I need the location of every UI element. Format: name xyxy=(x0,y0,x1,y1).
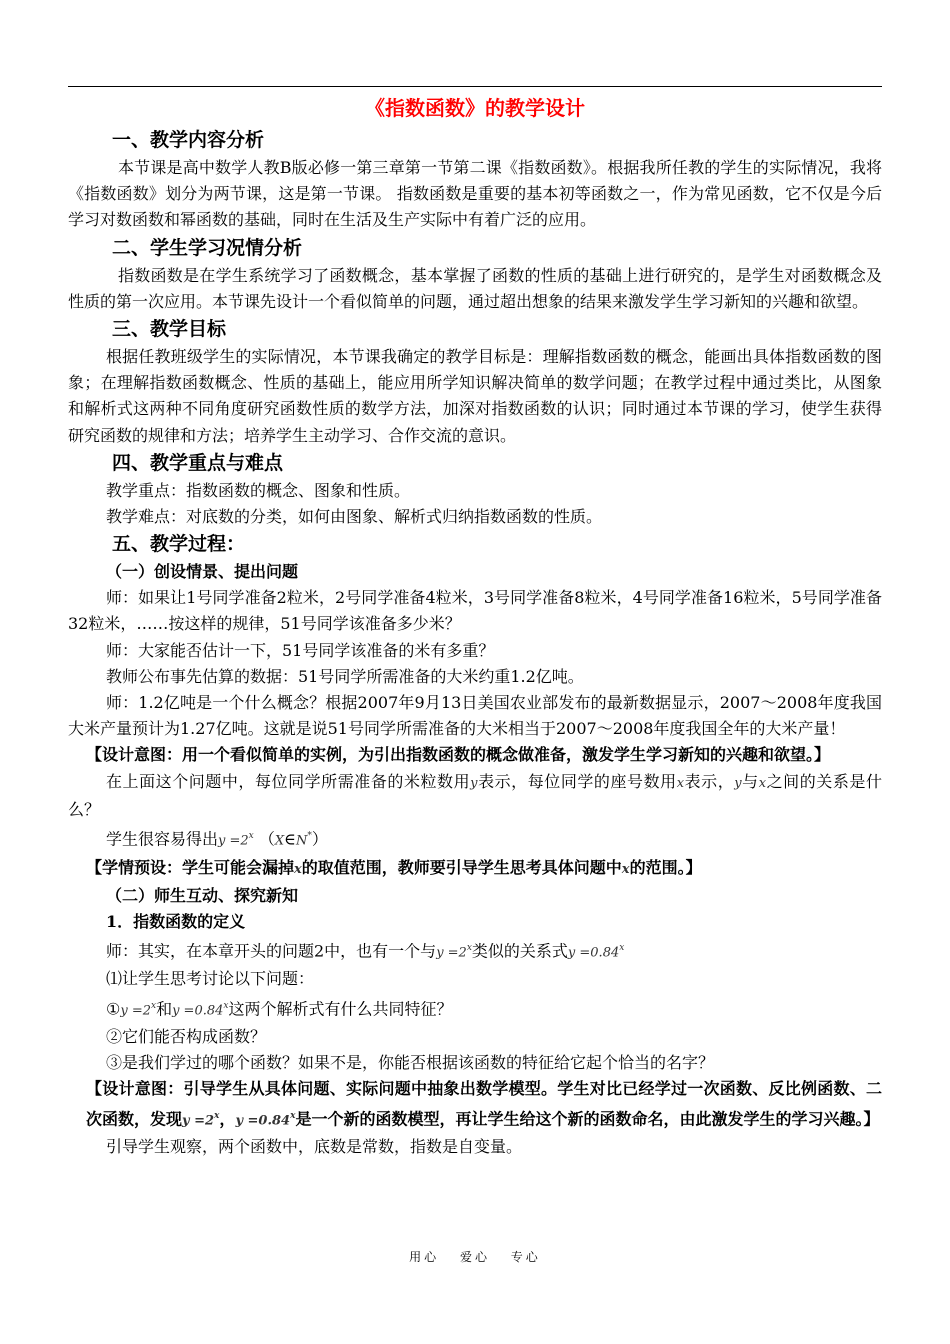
paragraph-student-answer: 学生很容易得出$y =2^x$ （X∈N*） xyxy=(106,829,328,849)
paragraph-relation-question: 在上面这个问题中，每位同学所需准备的米粒数用y表示，每位同学的座号数用x表示，y与x之间的关系是什么？ xyxy=(68,771,882,819)
paragraph-teacher-estimate: 师：大家能否估计一下，51号同学该准备的米有多重？ xyxy=(106,640,495,660)
page-footer: 用心 爱心 专心 xyxy=(409,1250,541,1264)
section-heading-content-analysis: 一、教学内容分析 xyxy=(112,129,265,151)
var-y: y xyxy=(470,775,478,791)
document-title: 《指数函数》的教学设计 xyxy=(365,96,585,120)
paragraph-teacher-concept: 师：1.2亿吨是一个什么概念？根据2007年9月13日美国农业部发布的最新数据显示，2007～2008年度我国大米产量预计为1.27亿吨。这就是说51号同学所需准备的大米相当于2007～2008年度我国全年的大米产量！ xyxy=(68,693,882,739)
subheading-scenario: （一）创设情景、提出问题 xyxy=(106,562,299,582)
paragraph-content-analysis: 本节课是高中数学人教B版必修一第三章第一节第二课《指数函数》。根据我所任教的学生的实际情况，我将《指数函数》划分为两节课，这是第一节课。 指数函数是重要的基本初等函数之一，作为常见函数，它不仅是今后学习对数函数和幂函数的基础，同时在生活及生产实际中有着广泛的应用。 xyxy=(68,158,882,230)
learning-preset-note: 【学情预设：学生可能会漏掉x的取值范围，教师要引导学生思考具体问题中x的范围。】 xyxy=(86,857,702,877)
formula-2-power-x: y =2 xyxy=(218,833,249,849)
section-heading-objectives: 三、教学目标 xyxy=(112,318,227,341)
paragraph-objectives: 根据任教班级学生的实际情况，本节课我确定的教学目标是：理解指数函数的概念，能画出具体指数函数的图象；在理解指数函数概念、性质的基础上，能应用所学知识解决简单的数学问题；在教学过程中通过类比，从图象和解析式这两种不同角度研究函数性质的数学方法，加深对指数函数的认识；同时通过本节课的学习，使学生获得研究函数的规律和方法；培养学生主动学习、合作交流的意识。 xyxy=(68,347,882,445)
paragraph-key-point: 教学重点：指数函数的概念、图象和性质。 xyxy=(106,480,411,500)
section-heading-process: 五、教学过程： xyxy=(112,533,246,556)
question-1: ①y $=2^x$和$y =0.84^x$这两个解析式有什么共同特征？ xyxy=(106,998,453,1018)
paragraph-discussion-intro: ⑴让学生思考讨论以下问题： xyxy=(106,969,315,989)
paragraph-student-analysis: 指数函数是在学生系统学习了函数概念，基本掌握了函数的性质的基础上进行研究的，是学生对函数概念及性质的第一次应用。本节课先设计一个看似简单的问题，通过超出想象的结果来激发学生学习新知的兴趣和欲望。 xyxy=(68,265,882,311)
header-rule xyxy=(68,86,882,87)
subheading-definition: 1．指数函数的定义 xyxy=(106,911,246,931)
question-3: ③是我们学过的哪个函数？如果不是，你能否根据该函数的特征给它起个恰当的名字？ xyxy=(106,1053,715,1073)
paragraph-observation: 引导学生观察，两个函数中，底数是常数，指数是自变量。 xyxy=(106,1137,523,1157)
paragraph-similar-relation: 师：其实，在本章开头的问题2中，也有一个与$y =2^x$类似的关系式$y =0.84^x$ xyxy=(106,941,625,961)
design-intent-note-2: 【设计意图：引导学生从具体问题、实际问题中抽象出数学模型。学生对比已经学过一次函数、反比例函数、二次函数，发现$y =2^x$，$y =0.84^x$是一个新的函数模型，再让学生给这个新的函数命名，由此激发学生的学习兴趣。】 xyxy=(86,1079,882,1128)
question-2: ②它们能否构成函数？ xyxy=(106,1027,267,1047)
design-intent-note-1: 【设计意图：用一个看似简单的实例，为引出指数函数的概念做准备，激发学生学习新知的兴趣和欲望。】 xyxy=(86,745,831,765)
section-heading-student-analysis: 二、学生学习况情分析 xyxy=(112,236,303,259)
paragraph-difficult-point: 教学难点：对底数的分类，如何由图象、解析式归纳指数函数的性质。 xyxy=(106,507,603,527)
paragraph-teacher-question: 师：如果让1号同学准备2粒米，2号同学准备4粒米，3号同学准备8粒米，4号同学准备16粒米，5号同学准备32粒米，……按这样的规律，51号同学该准备多少米？ xyxy=(68,588,882,634)
subheading-interaction: （二）师生互动、探究新知 xyxy=(106,885,299,905)
formula-0-84-power-x: y =0.84 xyxy=(567,945,620,961)
var-x: x xyxy=(676,775,685,791)
section-heading-key-points: 四、教学重点与难点 xyxy=(112,451,284,474)
paragraph-teacher-data: 教师公布事先估算的数据：51号同学所需准备的大米约重1.2亿吨。 xyxy=(106,666,584,686)
document-page xyxy=(68,90,882,1160)
